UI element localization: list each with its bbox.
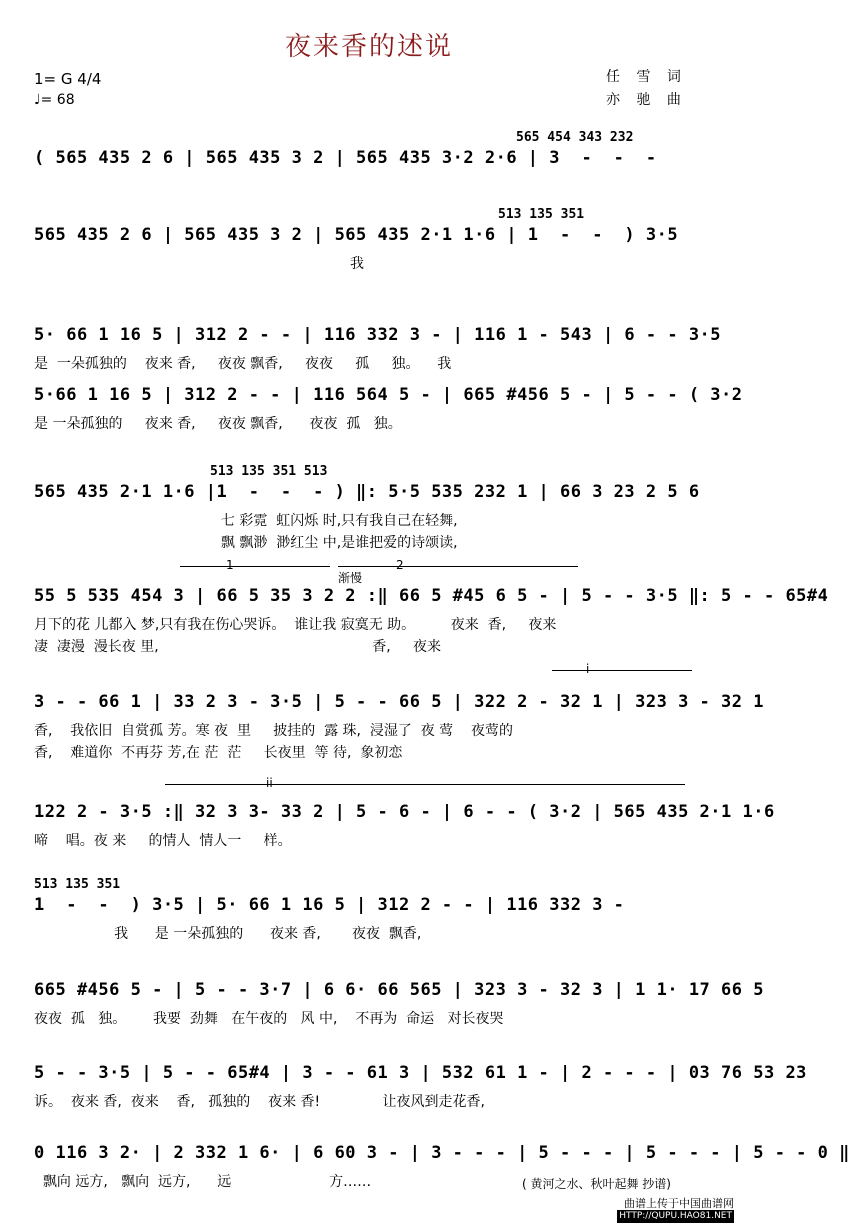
lyric-line-verse-2: 凄 凄漫 漫长夜 里, 香, 夜来 <box>34 639 442 655</box>
grace-notes: 513 135 351 513 <box>210 464 328 479</box>
lyric-line-verse-2: 香, 难道你 不再芬 芳,在 茫 茫 长夜里 等 待, 象初恋 <box>34 745 403 761</box>
lyric-line: 诉。 夜来 香, 夜来 香, 孤独的 夜来 香! 让夜风到走花香, <box>34 1094 485 1110</box>
notation-line: 3 - - 66 1 | 33 2 3 - 3·5 | 5 - - 66 5 | 322 2 - 32 1 | 323 3 - 32 1 <box>34 692 764 712</box>
volta-bracket-i <box>552 670 692 671</box>
grace-notes: 513 135 351 <box>498 207 585 222</box>
notation-line: 55 5 535 454 3 | 66 5 35 3 2 2 :‖ 66 5 #45 6 5 - | 5 - - 3·5 ‖: 5 - - 65#4 <box>34 586 829 606</box>
notation-line: 5 - - 3·5 | 5 - - 65#4 | 3 - - 61 3 | 532 61 1 - | 2 - - - | 03 76 53 23 <box>34 1063 807 1083</box>
notation-line: 5·66 1 16 5 | 312 2 - - | 116 564 5 - | 665 #456 5 - | 5 - - ( 3·2 <box>34 385 743 405</box>
page-title: 夜来香的述说 <box>284 32 453 62</box>
grace-notes: 565 454 343 232 <box>516 130 634 145</box>
volta-bracket-ii <box>165 784 685 785</box>
site-footer <box>617 1197 734 1223</box>
grace-notes: 513 135 351 <box>34 877 121 892</box>
lyric-line: 啼 唱。夜 来 的情人 情人一 样。 <box>34 833 292 849</box>
lyric-line: 七 彩霓 虹闪烁 时,只有我自己在轻舞, <box>34 513 458 529</box>
transcriber-note: ( 黄河之水、秋叶起舞 抄谱) <box>522 1177 671 1191</box>
lyric-line: 香, 我依旧 自赏孤 芳。寒 夜 里 披挂的 露 珠, 浸湿了 夜 莺 夜莺的 <box>34 723 514 739</box>
lyric-line-verse-2: 飘 飘渺 渺红尘 中,是谁把爱的诗颂读, <box>34 535 458 551</box>
lyric-line: 飘向 远方, 飘向 远方, 远 方…… <box>34 1174 372 1190</box>
lyric-line: 月下的花 儿都入 梦,只有我在伤心哭诉。 谁让我 寂寞无 助。 夜来 香, 夜来 <box>34 617 557 633</box>
composer-credit: 亦 驰 曲 <box>606 92 687 108</box>
footer-line-2: HTTP://QUPU.HAO81.NET <box>619 1211 732 1221</box>
tempo-change-slow: 渐慢 <box>338 571 363 585</box>
notation-line: 565 435 2 6 | 565 435 3 2 | 565 435 2·1 1·6 | 1 - - ) 3·5 <box>34 225 679 245</box>
notation-line: 665 #456 5 - | 5 - - 3·7 | 6 6· 66 565 | 323 3 - 32 3 | 1 1· 17 66 5 <box>34 980 764 1000</box>
notation-line: ( 565 435 2 6 | 565 435 3 2 | 565 435 3·2 2·6 | 3 - - - <box>34 148 657 168</box>
notation-line: 1 - - ) 3·5 | 5· 66 1 16 5 | 312 2 - - | 116 332 3 - <box>34 895 625 915</box>
volta-bracket-2 <box>338 566 578 567</box>
notation-line: 565 435 2·1 1·6 |1 - - - ) ‖: 5·5 535 232 1 | 66 3 23 2 5 6 <box>34 482 700 502</box>
notation-line: 122 2 - 3·5 :‖ 32 3 3- 33 2 | 5 - 6 - | 6 - - ( 3·2 | 565 435 2·1 1·6 <box>34 802 775 822</box>
lyric-line: 是 一朵孤独的 夜来 香, 夜夜 飘香, 夜夜 孤 独。 <box>34 416 402 432</box>
key-signature: 1= G 4/4 <box>34 70 102 88</box>
lyric-line: 夜夜 孤 独。 我要 劲舞 在午夜的 风 中, 不再为 命运 对长夜哭 <box>34 1011 504 1027</box>
volta-i-label: i <box>586 662 590 676</box>
footer-line-1: 曲谱上传于中国曲谱网 <box>624 1197 734 1210</box>
notation-line: 0 116 3 2· | 2 332 1 6· | 6 60 3 - | 3 - - - | 5 - - - | 5 - - - | 5 - - 0 ‖ <box>34 1143 850 1163</box>
lyric-line: 我 是 一朵孤独的 夜来 香, 夜夜 飘香, <box>34 926 422 942</box>
volta-1-label: 1 <box>226 558 234 572</box>
volta-ii-label: ii <box>266 776 273 790</box>
lyricist-credit: 任 雪 词 <box>606 69 687 85</box>
lyric-line: 我 <box>34 256 364 272</box>
tempo-marking: ♩= 68 <box>34 92 75 108</box>
volta-bracket-1 <box>180 566 330 567</box>
volta-2-label: 2 <box>396 558 404 572</box>
notation-line: 5· 66 1 16 5 | 312 2 - - | 116 332 3 - | 116 1 - 543 | 6 - - 3·5 <box>34 325 722 345</box>
lyric-line: 是 一朵孤独的 夜来 香, 夜夜 飘香, 夜夜 孤 独。 我 <box>34 356 452 372</box>
